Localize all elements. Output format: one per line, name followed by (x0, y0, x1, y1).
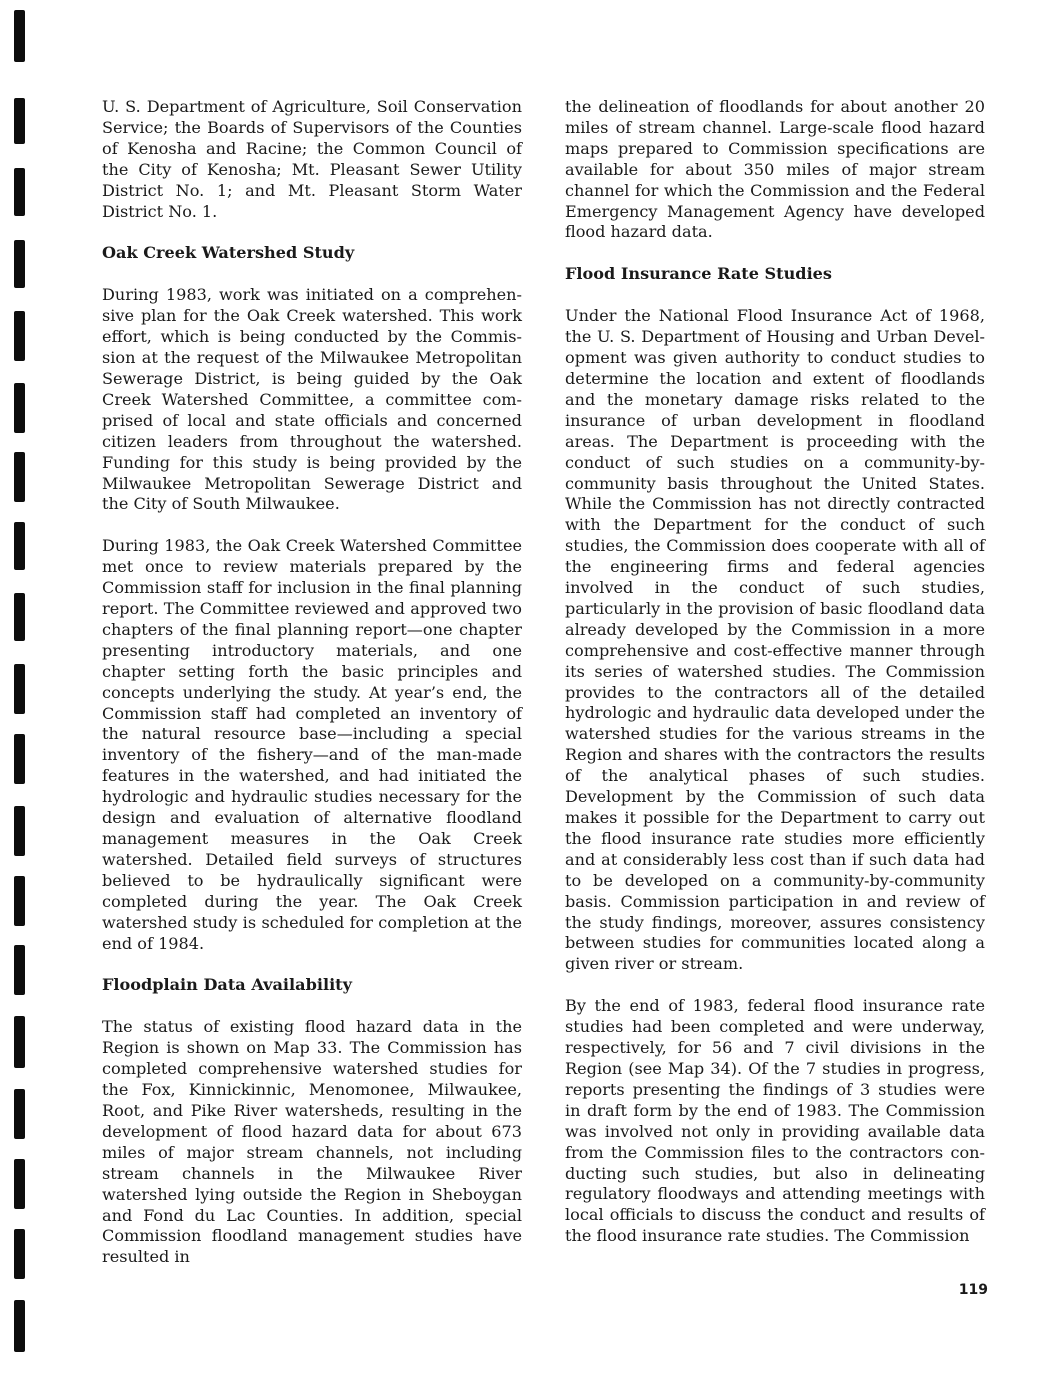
binding-hole (14, 383, 25, 433)
binding-hole (14, 10, 25, 62)
paragraph-national-flood-insurance-act: Under the National Flood Insurance Act of 1968, the U. S. Department of Housing and Urban Development was given authority to conduct studies to determine the location and extent of floodlands and the monetary damage risks related to the insurance of urban development in floodland areas. The Department is proceeding with the conduct of such studies on a community-by-community basis throughout the United States. While the Commission has not directly contracted with the Department for the conduct of such studies, the Commission does cooperate with all of the engineering firms and federal agencies involved in the conduct of such studies, particularly in the provision of basic floodland data already developed by the Commission in a more comprehensive and cost-effective manner through its series of watershed studies. The Commission provides to the contractors all of the detailed hydrologic and hydraulic data developed under the watershed studies for the various streams in the Region and shares with the contractors the results of the analytical phases of such studies. Development by the Commission of such data makes it possible for the Department to carry out the flood insurance rate studies more efficiently and at considerably less cost than if such data had to be developed on a community-by-community basis. Commission participation in and review of the study findings, moreover, assures consistency between studies for communities located along a given river or stream. (565, 306, 985, 974)
paragraph-floodland-delineation: the delineation of floodlands for about another 20 miles of stream channel. Large-scale flood hazard maps prepared to Commission specifications are available for about 350 miles of major stream channel for which the Commission and the Federal Emergency Management Agency have developed flood hazard data. (565, 97, 985, 242)
heading-flood-insurance-rate-studies: Flood Insurance Rate Studies (565, 264, 832, 284)
binding-hole (14, 98, 25, 144)
left-column (102, 97, 522, 1289)
binding-hole (14, 168, 25, 216)
binding-hole (14, 593, 25, 641)
paragraph-studies-status-1983: By the end of 1983, federal flood insurance rate studies had been completed and were underway, respectively, for 56 and 7 civil divisions in the Region (see Map 34). Of the 7 studies in progress, reports presenting the findings of 3 studies were in draft form by the end of 1983. The Commission was involved not only in providing available data from the Commission files to the contractors conducting such studies, but also in delineating regulatory floodways and attending meetings with local officials to discuss the conduct and results of the flood insurance rate studies. The Commission (565, 996, 985, 1246)
binding-hole (14, 945, 25, 995)
binding-hole (14, 522, 25, 570)
page-number: 119 (958, 1282, 988, 1298)
binding-hole (14, 311, 25, 361)
binding-hole (14, 664, 25, 714)
paragraph-oak-creek-initiation: During 1983, work was initiated on a comprehensive plan for the Oak Creek watershed. This work effort, which is being conducted by the Commission at the request of the Milwaukee Metropolitan Sewerage District, is being guided by the Oak Creek Watershed Committee, a committee comprised of local and state officials and concerned citizen leaders from throughout the watershed. Funding for this study is being provided by the Milwaukee Metropolitan Sewerage District and the City of South Milwaukee. (102, 285, 522, 514)
binding-hole (14, 1159, 25, 1209)
heading-floodplain-data-availability: Floodplain Data Availability (102, 975, 352, 995)
binding-hole (14, 240, 25, 288)
binding-hole (14, 734, 25, 784)
heading-oak-creek-watershed-study: Oak Creek Watershed Study (102, 243, 355, 263)
binding-hole (14, 876, 25, 926)
binding-hole (14, 452, 25, 502)
right-column (565, 97, 985, 1268)
binding-hole (14, 1300, 25, 1352)
binding-hole (14, 1016, 25, 1068)
paragraph-agencies-list: U. S. Department of Agriculture, Soil Conservation Service; the Boards of Supervisors of the Counties of Kenosha and Racine; the Common Council of the City of Kenosha; Mt. Pleasant Sewer Utility District No. 1; and Mt. Pleasant Storm Water District No. 1. (102, 97, 522, 221)
paragraph-flood-hazard-data: The status of existing flood hazard data in the Region is shown on Map 33. The Commission has completed comprehensive watershed studies for the Fox, Kinnickinnic, Menomonee, Milwaukee, Root, and Pike River watersheds, resulting in the development of flood hazard data for about 673 miles of major stream channels, not including stream channels in the Milwaukee River watershed lying outside the Region in Sheboygan and Fond du Lac Counties. In addition, special Commission floodland management studies have resulted in (102, 1017, 522, 1267)
binding-hole (14, 806, 25, 856)
binding-hole (14, 1229, 25, 1279)
paragraph-oak-creek-committee: During 1983, the Oak Creek Watershed Committee met once to review materials prepared by the Commission staff for inclusion in the final planning report. The Committee reviewed and approved two chapters of the final planning report—one chapter presenting introductory materials, and one chapter setting forth the basic principles and concepts underlying the study. At year’s end, the Commission staff had completed an inventory of the natural resource base—including a special inventory of the fishery—and of the man-made features in the watershed, and had initiated the hydrologic and hydraulic studies necessary for the design and evaluation of alternative floodland management measures in the Oak Creek watershed. Detailed field surveys of structures believed to be hydraulically significant were completed during the year. The Oak Creek watershed study is scheduled for completion at the end of 1984. (102, 536, 522, 953)
binding-holes (14, 0, 28, 1380)
binding-hole (14, 1089, 25, 1139)
